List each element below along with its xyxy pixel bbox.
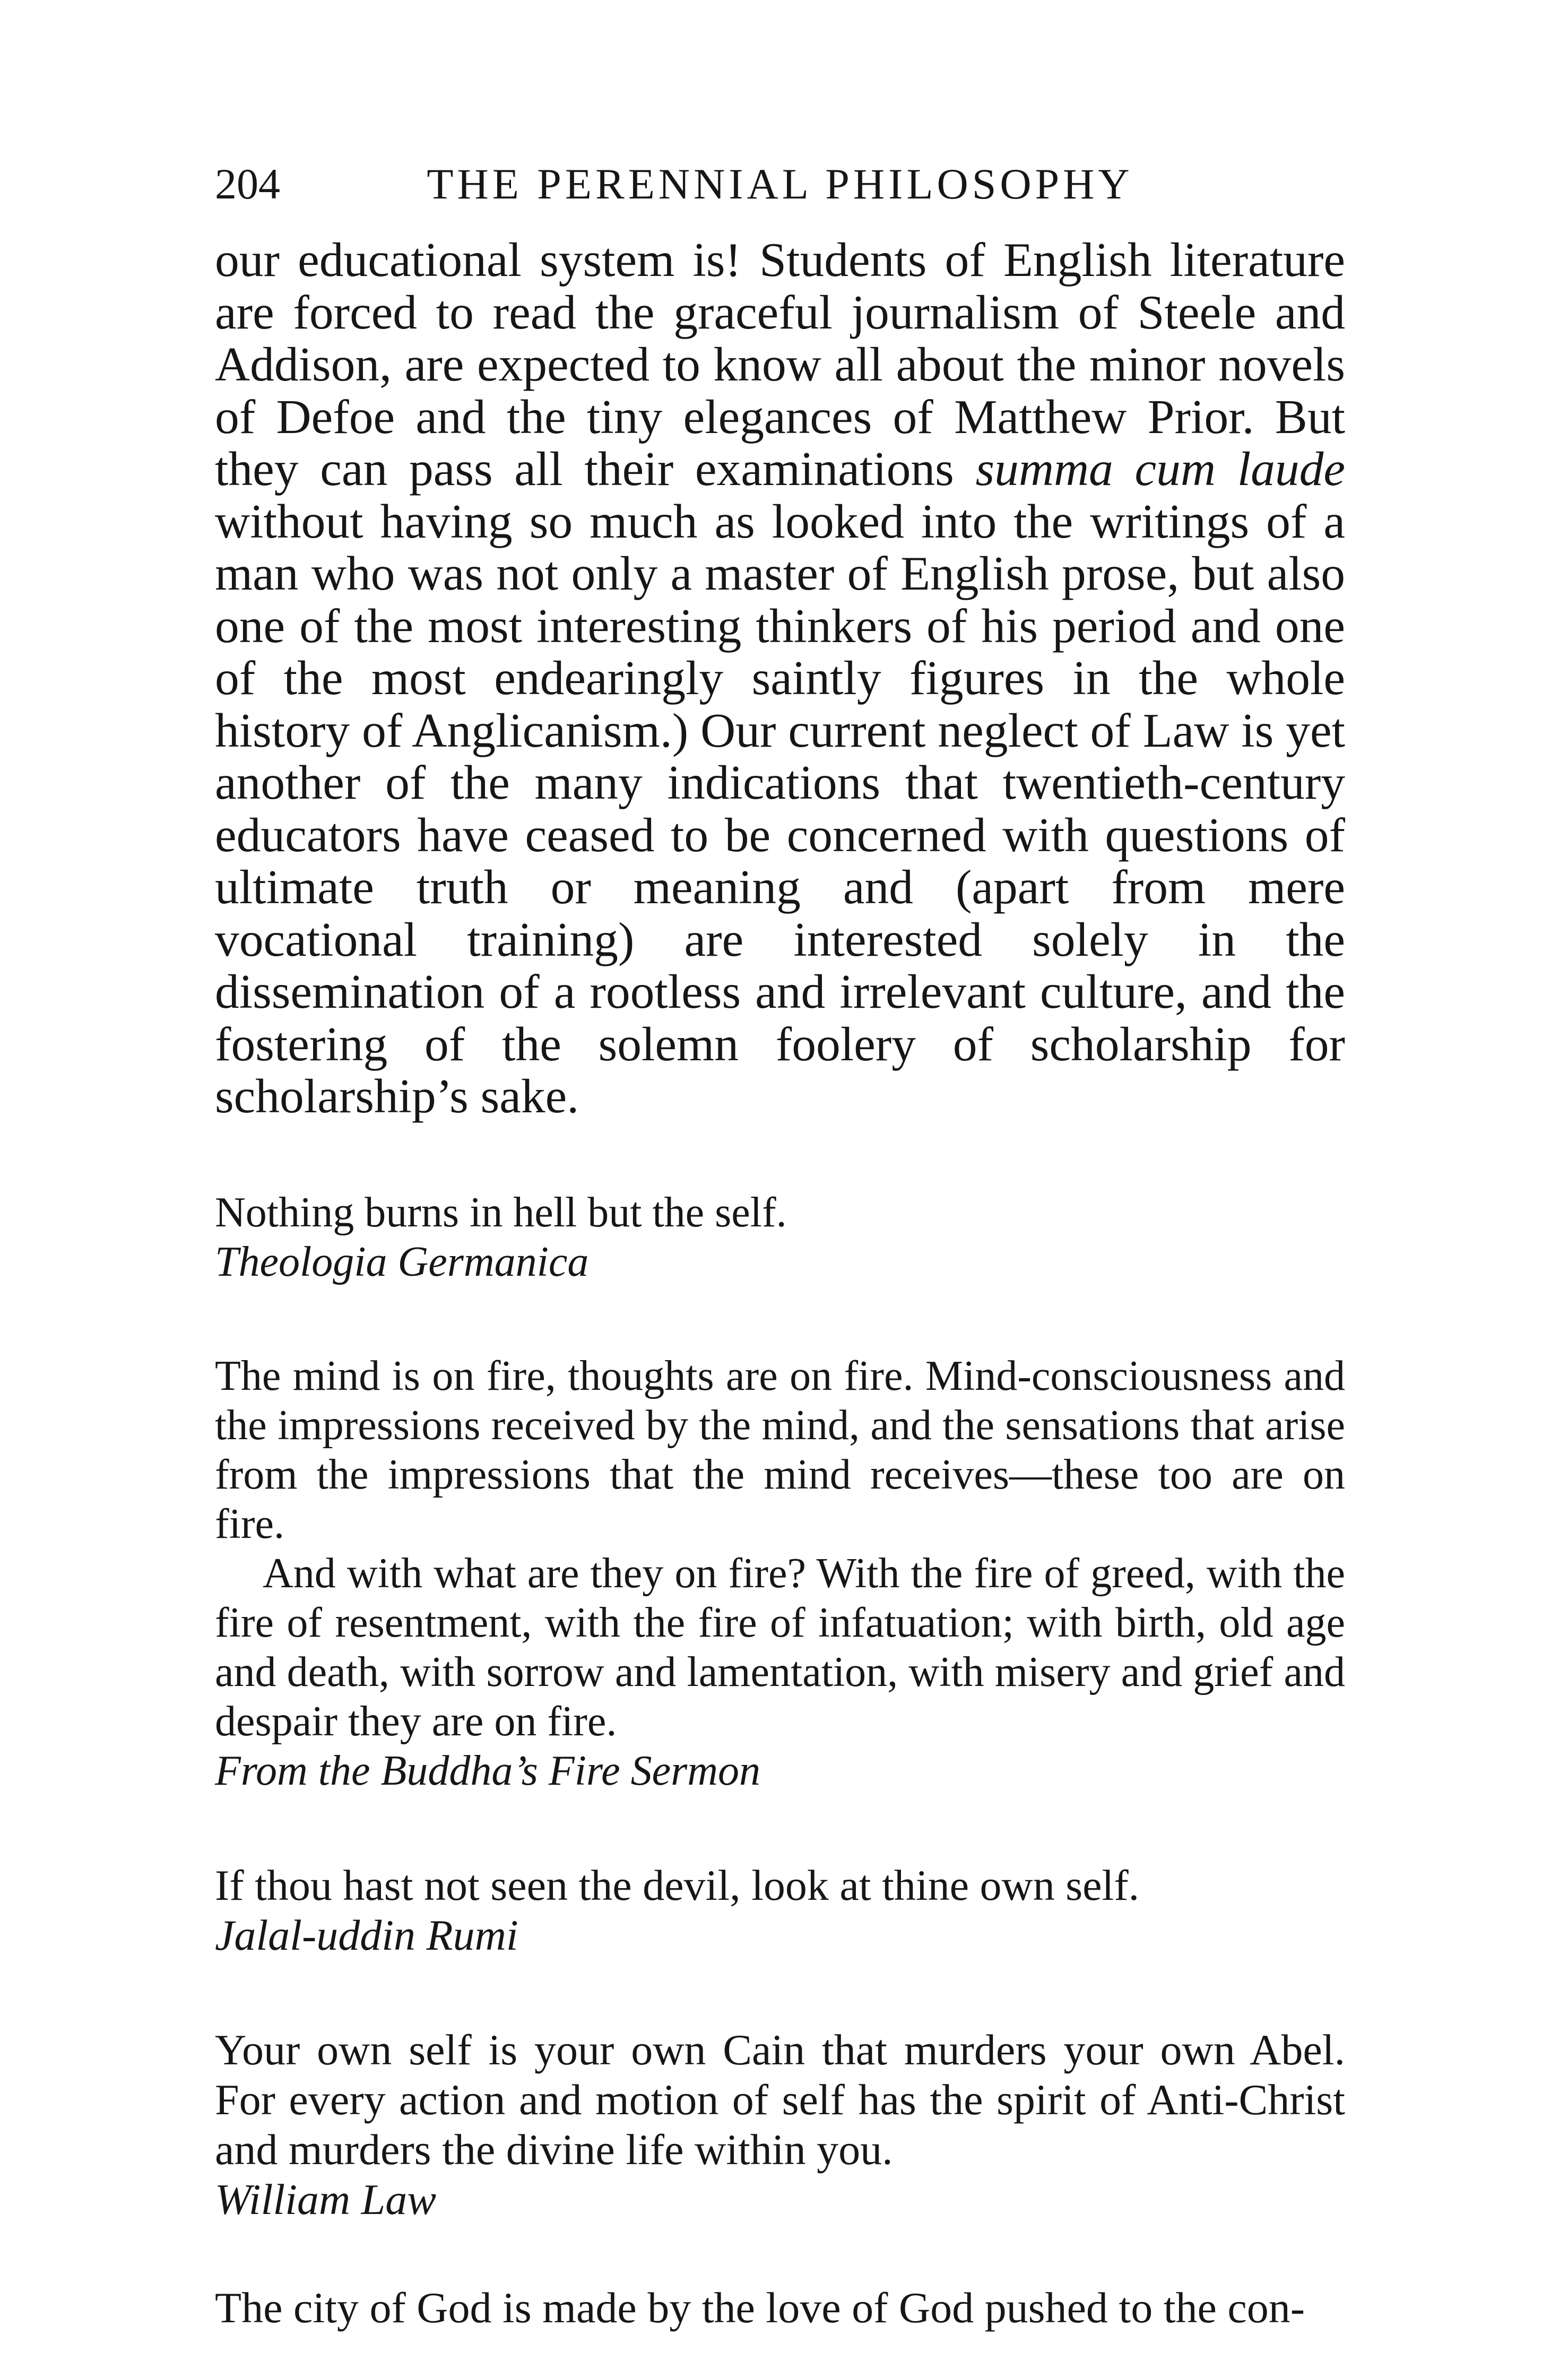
quote-attribution: From the Buddha’s Fire Sermon <box>215 1747 761 1794</box>
quote-text: Nothing burns in hell but the self. <box>215 1189 787 1236</box>
quote-rumi <box>215 1861 1345 1960</box>
quote-city-of-god <box>215 2283 1345 2333</box>
page-header <box>215 155 1345 213</box>
running-head: THE PERENNIAL PHILOSOPHY <box>427 160 1133 208</box>
quote-attribution: William Law <box>215 2175 436 2224</box>
quote-text-second-paragraph: And with what are they on fire? With the fire of greed, with the fire of resentment, with the fire of infatuation; with birth, old age and death, with sorrow and lamentation, with misery and grief and despair they are on fire. <box>215 1550 1345 1745</box>
main-paragraph-text-continued: without having so much as looked into the writings of a man who was not only a master of English prose, but also one of the most interesting thinkers of his period and one of the most endearingly saintly figures in the whole history of Anglicanism.) Our current neglect of Law is yet another of the many indications that twentieth-century educators have ceased to be concerned with questions of ultimate truth or meaning and (apart from mere vocational training) are interested solely in the dissemination of a rootless and irrelevant culture, and the fostering of the solemn foolery of scholarship for scholarship’s sake. <box>215 494 1345 1123</box>
latin-phrase: summa cum laude <box>975 442 1345 496</box>
main-paragraph-text: our educational system is! Students of English literature are forced to read the graceful journalism of Steele and Addison, are expected to know all about the minor novels of Defoe and the tiny elegances of Matthew Prior. But they can pass all their examinations <box>215 232 1345 496</box>
page-number: 204 <box>215 160 280 208</box>
page-body <box>215 233 1345 2333</box>
quote-william-law <box>215 2025 1345 2225</box>
quote-text: The city of God is made by the love of God pushed to the con- <box>215 2283 1305 2332</box>
quote-fire-sermon <box>215 1352 1345 1796</box>
quote-attribution: Theologia Germanica <box>215 1238 589 1285</box>
quote-text: If thou hast not seen the devil, look at thine own self. <box>215 1861 1140 1909</box>
quote-theologia-germanica <box>215 1188 1345 1287</box>
quote-text: The mind is on fire, thoughts are on fire. Mind-consciousness and the impressions received by the mind, and the sensations that arise from the impressions that the mind receives—these too are on fire. <box>215 1352 1345 1547</box>
main-paragraph <box>215 233 1345 1122</box>
quote-text: Your own self is your own Cain that murders your own Abel. For every action and motion of self has the spirit of Anti-Christ and murders the divine life within you. <box>215 2025 1345 2174</box>
quote-attribution: Jalal-uddin Rumi <box>215 1910 518 1959</box>
